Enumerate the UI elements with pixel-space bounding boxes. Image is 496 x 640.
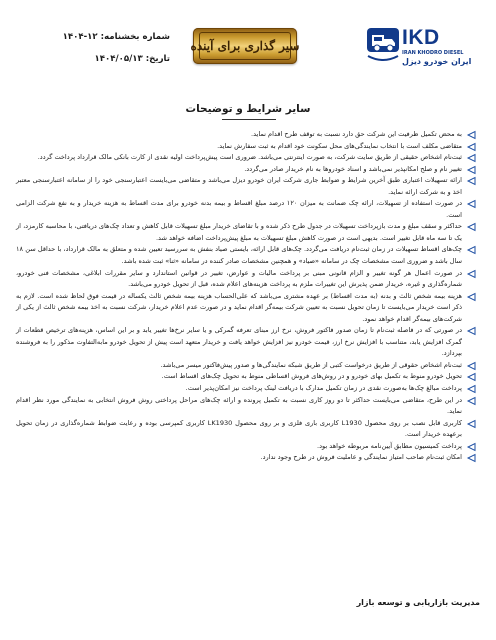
condition-item <box>16 198 476 221</box>
triangle-bullet-icon <box>467 200 476 208</box>
triangle-bullet-icon <box>467 293 476 301</box>
condition-item <box>16 164 476 176</box>
letter-meta <box>20 26 170 70</box>
condition-text: در این طرح، متقاضی می‌بایست حداکثر تا دو روز کاری نسبت به تکمیل پرونده و ارائه چک‌های مراحل پرداختی روش فروش انتخابی به نمایندگی مورد نظر اقدام نماید. <box>16 395 462 416</box>
condition-item <box>16 360 476 372</box>
triangle-bullet-icon <box>467 385 476 393</box>
ikd-truck-logo-icon <box>366 26 400 66</box>
condition-text: متقاضی مکلف است با انتخاب نمایندگی‌های محل سکونت خود اقدام به ثبت سفارش نماید. <box>217 141 462 150</box>
triangle-bullet-icon <box>467 443 476 451</box>
triangle-bullet-icon <box>467 223 476 231</box>
title-underline <box>222 119 276 120</box>
triangle-bullet-icon <box>467 143 476 151</box>
condition-item <box>16 291 476 326</box>
condition-item <box>16 452 476 464</box>
condition-text: پرداخت کمیسیون مطابق آیین‌نامه مربوطه خواهد بود. <box>317 441 462 450</box>
triangle-bullet-icon <box>467 246 476 254</box>
condition-text: ثبت‌نام اشخاص حقوقی از طریق درخواست کتبی از طریق شبکه نمایندگی‌ها و صدور پیش‌فاکتور میسر می‌باشد. <box>160 360 462 369</box>
condition-item <box>16 175 476 198</box>
seal-text: سیر گذاری برای آینده <box>190 39 300 53</box>
condition-item <box>16 268 476 291</box>
condition-text: حداکثر و سقف مبلغ و مدت بازپرداخت تسهیلات در جدول طرح ذکر شده و با تقاضای خریدار مبلغ تسهیلات قابل کاهش و تعداد چک‌های دریافتی، با محاسبه کارمزد، از یک تا سه ماه قابل تغییر است. بدیهی است در صورت کاهش مبلغ تسهیلات به مبلغ پیش‌پرداخت اضافه خواهد شد. <box>16 222 462 242</box>
condition-item <box>16 325 476 360</box>
gold-seal-banner <box>190 28 300 64</box>
triangle-bullet-icon <box>467 362 476 370</box>
condition-text: امکان ثبت‌نام صاحب امتیاز نمایندگی و عاملیت فروش در طرح وجود ندارد. <box>260 453 462 462</box>
condition-item <box>16 418 476 441</box>
conditions-list <box>16 129 476 464</box>
ikd-logo <box>366 24 484 74</box>
triangle-bullet-icon <box>467 327 476 335</box>
triangle-bullet-icon <box>467 397 476 405</box>
triangle-bullet-icon <box>467 166 476 174</box>
condition-text: پرداخت مبالغ چک‌ها به‌صورت نقدی در زمان تکمیل مدارک با دریافت لینک پرداخت نیز امکان‌پذیر است. <box>185 384 462 393</box>
letter-number: شماره بخشنامه: ۱۲-۱۴۰۴ <box>62 32 170 42</box>
condition-item <box>16 441 476 453</box>
triangle-bullet-icon <box>467 373 476 381</box>
logo-persian-name: ایران خودرو دیزل <box>402 57 472 66</box>
condition-text: کاربری قابل نصب بر روی محصول L1930 کاربری باری فلزی و بر روی محصول LK1930 کاربری کمپرسی بوده و رعایت ضوابط شماره‌گذاری در زمان تحویل برعهده خریدار است. <box>16 418 462 439</box>
condition-text: در صورت اعمال هر گونه تغییر و الزام قانونی مبنی بر پرداخت مالیات و عوارض، تغییر در قوانین استاندارد و سایر مقررات ابلاغی، مشخصات فنی خودرو، شماره‌گذاری و غیره، خریدار ضمن پذیرش این تغییرات ملزم به پرداخت هزینه‌های اعلام شده، قبل از تحویل خودرو می‌باشد. <box>16 268 462 289</box>
condition-item <box>16 221 476 244</box>
letter-date: تاریخ: ۱۴۰۴/۰۵/۱۳ <box>94 54 170 64</box>
triangle-bullet-icon <box>467 420 476 428</box>
logo-brand: IKD <box>402 26 440 49</box>
condition-item <box>16 395 476 418</box>
condition-text: ثبت‌نام اشخاص حقیقی از طریق سایت شرکت، به صورت اینترنتی می‌باشد. ضروری است پیش‌پرداخت اولیه نقدی از کارت بانکی مالک قرارداد پرداخت گردد. <box>37 153 462 162</box>
condition-text: چک‌های اقساط تسهیلات در زمان ثبت‌نام دریافت می‌گردد. چک‌های قابل ارائه، بایستی صیاد بنفش به سررسید تعیین شده و متعلق به مالک قرارداد، با حداقل سن ۱۸ سال باشد و ضروری است مشخصات چک در سامانه «صیاد» و همچنین مشخصات صادر کننده در سامانه «ثنا» ثبت شده باشد. <box>16 245 462 266</box>
logo-subtitle: IRAN KHODRO DIESEL <box>402 50 464 56</box>
condition-item <box>16 129 476 141</box>
condition-text: به محض تکمیل ظرفیت این شرکت حق دارد نسبت به توقف طرح اقدام نماید. <box>251 130 462 138</box>
triangle-bullet-icon <box>467 177 476 185</box>
triangle-bullet-icon <box>467 131 476 139</box>
condition-text: تغییر نام و صلح امکانپذیر نمی‌باشد و اسناد خودروها به نام خریدار صادر می‌گردد. <box>244 164 462 173</box>
document-title: سایر شرایط و توضیحات <box>185 103 311 115</box>
condition-text: در صورت استفاده از تسهیلات، ارائه چک ضمانت به میزان ۱۲۰ درصد مبلغ اقساط و بیمه بدنه خودرو برای مدت اقساط به هزینه خریدار و به نفع شرکت الزامی است. <box>16 199 462 219</box>
condition-item <box>16 244 476 267</box>
triangle-bullet-icon <box>467 154 476 162</box>
condition-text: ارائه تسهیلات اعتباری طبق آخرین شرایط و ضوابط جاری شرکت ایران خودرو دیزل می‌باشد و متقاضی می‌بایست اعتبارسنجی خود را از سامانه اعتبارسنجی معتبر اخذ و به شرکت ارائه نماید. <box>16 176 462 196</box>
condition-item <box>16 152 476 164</box>
condition-text: هزینه بیمه شخص ثالث و بدنه (به مدت اقساط) بر عهده مشتری می‌باشد که علی‌الحساب هزینه بیمه شخص ثالث یکساله در قیمت فوق لحاظ شده است. لازم به ذکر است خریدار می‌بایست تا زمان تحویل نسبت به تعیین شرکت بیمه‌گر اقدام نماید و در صورت عدم اعلام خریدار، شرکت نسبت به اخذ بیمه شخص ثالث از یکی از شرکت‌های بیمه‌گر اقدام خواهد نمود. <box>16 291 462 323</box>
condition-item <box>16 383 476 395</box>
triangle-bullet-icon <box>467 270 476 278</box>
signature-department: مدیریت بازاریابی و توسعه بازار <box>356 598 480 607</box>
condition-text: در صورتی که در فاصله ثبت‌نام تا زمان صدور فاکتور فروش، نرخ ارز مبنای تعرفه گمرکی و یا سایر نرخ‌ها تغییر یابد و بر این اساس، هزینه‌های ترخیص قطعات از گمرک افزایش یابد، متناسب با افزایش نرخ ارز، قیمت خودرو نیز افزایش خواهد یافت و خریدار متعهد است پیش از تحویل خودرو مابه‌التفاوت مذکور را به فروشنده بپردازد. <box>16 326 462 358</box>
condition-item <box>16 141 476 153</box>
condition-item <box>16 371 476 383</box>
condition-text: تحویل خودرو منوط به تکمیل بهای خودرو و در روش‌های فروش اقساطی منوط به تحویل چک‌های اقساط است. <box>161 372 462 381</box>
triangle-bullet-icon <box>467 454 476 462</box>
